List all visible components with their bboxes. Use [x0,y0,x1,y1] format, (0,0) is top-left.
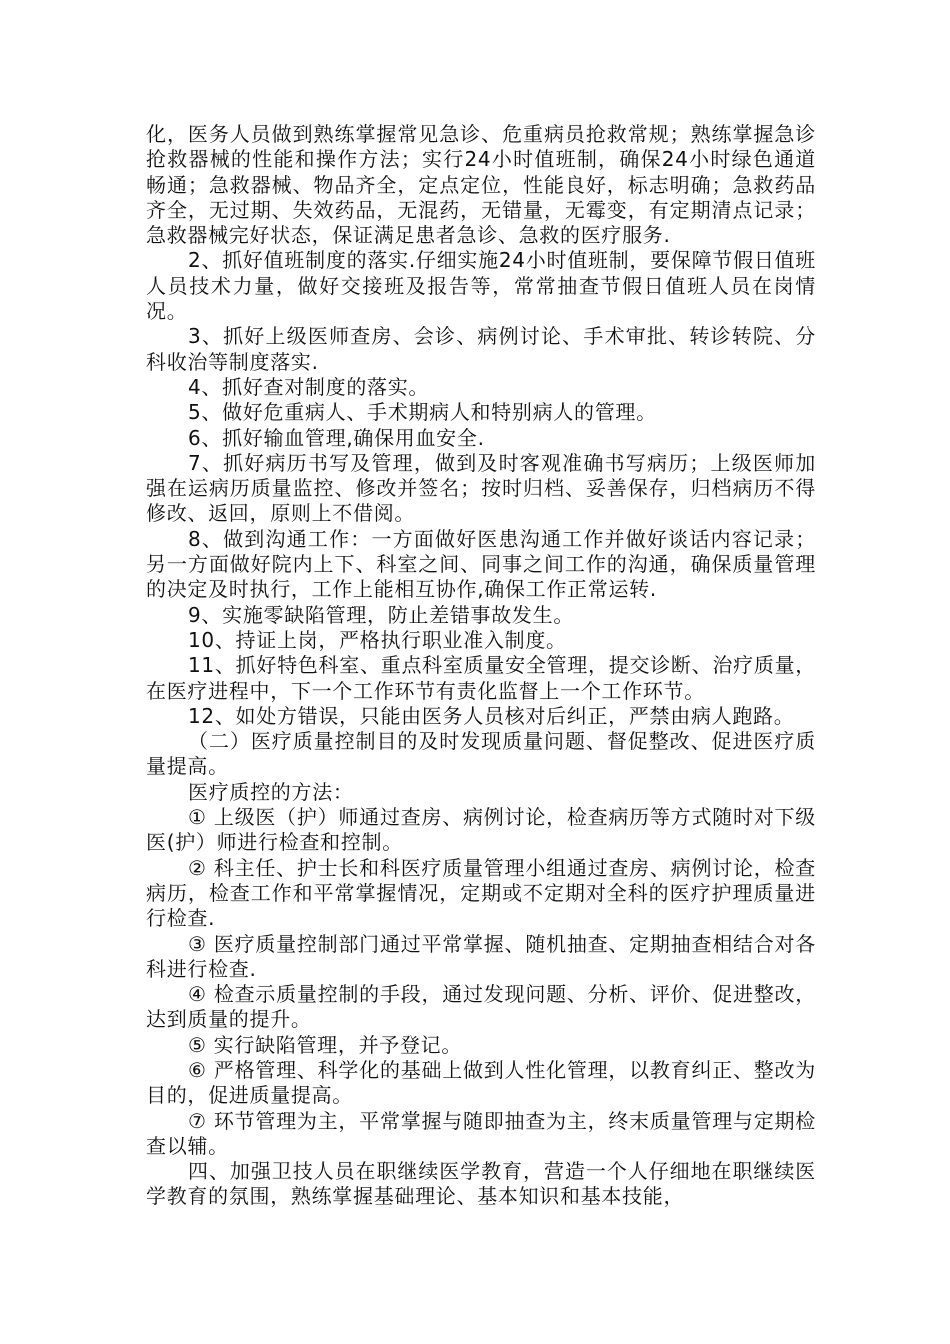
paragraph: 化，医务人员做到熟练掌握常见急诊、危重病员抢救常规；熟练掌握急诊抢救器械的性能和操作方法；实行24小时值班制，确保24小时绿色通道畅通；急救器械、物品齐全，定点定位，性能良好，标志明确；急救药品齐全，无过期、失效药品，无混药，无错量，无霉变，有定期清点记录；急救器械完好状态，保证满足患者急诊、急救的医疗服务. [146,122,816,248]
section-heading: （二）医疗质量控制目的及时发现质量问题、督促整改、促进医疗质量提高。 [146,729,816,779]
paragraph: 6、抓好输血管理,确保用血安全. [188,425,485,450]
document-body [146,122,816,1210]
paragraph: 11、抓好特色科室、重点科室质量安全管理，提交诊断、治疗质量，在医疗进程中，下一个工作环节有责化监督上一个工作环节。 [146,653,816,703]
paragraph: 医疗质控的方法： [188,779,354,804]
list-item: ① 上级医（护）师通过查房、病例讨论，检查病历等方式随时对下级医(护）师进行检查和控制。 [146,805,816,855]
paragraph: 4、抓好查对制度的落实。 [188,374,430,399]
list-item: ② 科主任、护士长和科医疗质量管理小组通过查房、病例讨论，检查病历，检查工作和平常掌握情况，定期或不定期对全科的医疗护理质量进行检查. [146,855,816,931]
paragraph: 3、抓好上级医师查房、会诊、病例讨论、手术审批、转诊转院、分科收治等制度落实. [146,324,816,374]
paragraph: 9、实施零缺陷管理，防止差错事故发生。 [188,602,575,627]
paragraph: 2、抓好值班制度的落实.仔细实施24小时值班制，要保障节假日值班人员技术力量，做好交接班及报告等，常常抽查节假日值班人员在岗情况。 [146,248,816,324]
paragraph: 10、持证上岗，严格执行职业准入制度。 [188,627,567,652]
list-item: ⑥ 严格管理、科学化的基础上做到人性化管理，以教育纠正、整改为目的，促进质量提高。 [146,1057,816,1108]
paragraph: 12、如处方错误，只能由医务人员核对后纠正，严禁由病人跑路。 [188,703,795,728]
list-item: ⑦ 环节管理为主，平常掌握与随即抽查为主，终末质量管理与定期检查以辅。 [146,1108,816,1158]
paragraph: 8、做到沟通工作：一方面做好医患沟通工作并做好谈话内容记录；另一方面做好院内上下、科室之间、同事之间工作的沟通，确保质量管理的决定及时执行，工作上能相互协作,确保工作正常运转. [146,526,816,602]
section-heading: 四、加强卫技人员在职继续医学教育，营造一个人仔细地在职继续医学教育的氛围，熟练掌握基础理论、基本知识和基本技能， [146,1159,816,1209]
paragraph: 5、做好危重病人、手术期病人和特别病人的管理。 [188,400,657,425]
paragraph: 7、抓好病历书写及管理，做到及时客观准确书写病历；上级医师加强在运病历质量监控、修改并签名；按时归档、妥善保存，归档病历不得修改、返回，原则上不借阅。 [146,450,816,526]
list-item: ⑤ 实行缺陷管理，并予登记。 [188,1032,463,1057]
list-item: ③ 医疗质量控制部门通过平常掌握、随机抽查、定期抽查相结合对各科进行检查. [146,931,816,981]
list-item: ④ 检查示质量控制的手段，通过发现问题、分析、评价、促进整改，达到质量的提升。 [146,982,816,1032]
